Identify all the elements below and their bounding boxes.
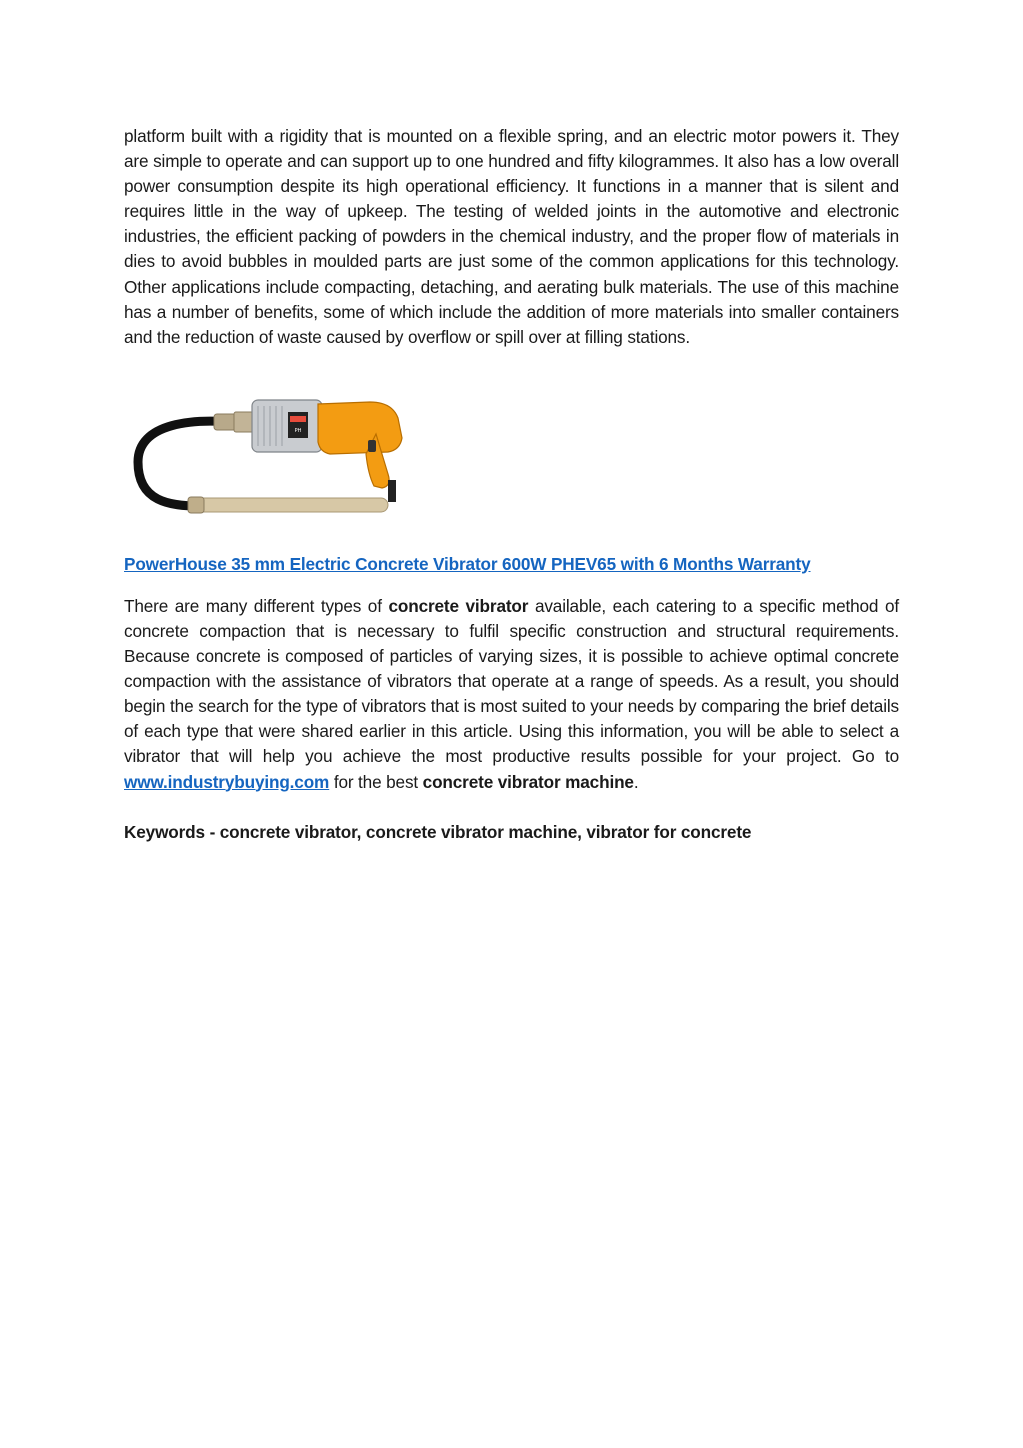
p2-text-4: .: [633, 771, 639, 792]
p2-text-1: There are many different types of: [124, 595, 389, 616]
p2-text-2: available, each catering to a specific method of concrete compaction that is necessary to fulfil specific construction and structural requirements. Because concrete is composed of particles of varying sizes, it is possible to achieve optimal concrete compaction with the assistance of vibrators that operate at a range of speeds. As a result, you should begin the search for the type of vibrators that is most suited to your needs by comparing the brief details of each type that were shared earlier in this article. Using this information, you will be able to select a vibrator that will help you achieve the most productive results possible for your project. Go to: [124, 595, 899, 767]
product-link[interactable]: [124, 552, 899, 577]
p2-bold-concrete-vibrator-machine: concrete vibrator machine: [422, 771, 634, 792]
keywords-line: Keywords - concrete vibrator, concrete vibrator machine, vibrator for concrete: [124, 821, 752, 842]
svg-text:PH: PH: [294, 427, 302, 434]
body-paragraph-1: platform built with a rigidity that is mounted on a flexible spring, and an electric motor powers it. They are simple to operate and can support up to one hundred and fifty kilogrammes. It also has a low overall power consumption despite its high operational efficiency. It functions in a manner that is silent and requires little in the way of upkeep. The testing of welded joints in the automotive and electronic industries, the efficient packing of powders in the chemical industry, and the proper flow of materials in dies to avoid bubbles in moulded parts are just some of the common applications for this technology. Other applications include compacting, detaching, and aerating bulk materials. The use of this machine has a number of benefits, some of which include the addition of more materials into smaller containers and the reduction of waste caused by overflow or spill over at filling stations.: [124, 126, 899, 347]
industrybuying-link[interactable]: www.industrybuying.com: [124, 771, 330, 792]
product-link-text[interactable]: PowerHouse 35 mm Electric Concrete Vibrator 600W PHEV65 with 6 Months Warranty: [124, 553, 811, 574]
body-paragraph-2: [124, 594, 899, 795]
concrete-vibrator-image: [130, 394, 420, 524]
document-content: [124, 124, 899, 845]
p2-bold-concrete-vibrator: concrete vibrator: [388, 595, 529, 616]
p2-text-3: for the best: [329, 771, 423, 792]
concrete-vibrator-illustration: [130, 394, 420, 524]
